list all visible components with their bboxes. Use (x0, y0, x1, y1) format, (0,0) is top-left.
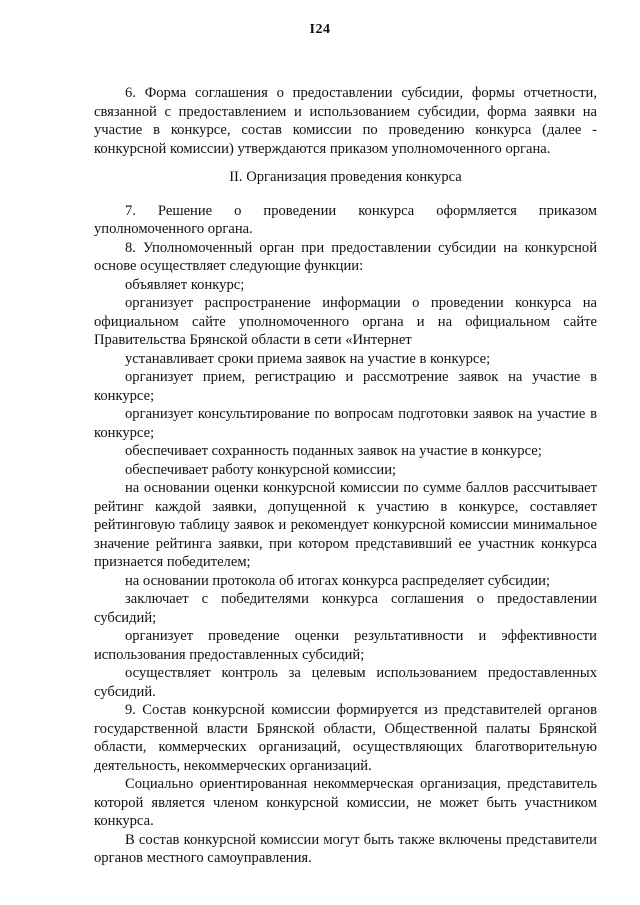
paragraph-9-member-restriction: Социально ориентированная некоммерческая организация, представитель которой является членом конкурсной комиссии, не может быть участником конкурса. (94, 776, 597, 829)
paragraph-8: 8. Уполномоченный орган при предоставлении субсидии на конкурсной основе осуществляет следующие функции: (94, 239, 597, 274)
paragraph-9-local-government: В состав конкурсной комиссии могут быть также включены представители органов местного самоуправления. (94, 831, 597, 866)
paragraph-6: 6. Форма соглашения о предоставлении субсидии, формы отчетности, связанной с предоставлением и использованием субсидии, форма заявки на участие в конкурсе, состав комиссии по проведению конкурса (далее - конкурсной комиссии) утверждаются приказом уполномоченного органа. (94, 85, 597, 157)
function-item: организует распространение информации о проведении конкурса на официальном сайте уполномоченного органа и на официальном сайте Правительства Брянской области в сети «Интернет (94, 295, 597, 348)
function-item: устанавливает сроки приема заявок на участие в конкурсе; (125, 350, 491, 367)
paragraph-9: 9. Состав конкурсной комиссии формируется из представителей органов государственной власти Брянской области, Общественной палаты Брянской области, коммерческих организаций, осуществляющих благотворительную деятельность, некоммерческих организаций. (94, 702, 597, 774)
paragraph-7: 7. Решение о проведении конкурса оформляется приказом уполномоченного органа. (94, 202, 597, 237)
page-number: I24 (309, 22, 331, 37)
function-item: осуществляет контроль за целевым использованием предоставленных субсидий. (94, 665, 597, 700)
function-item: организует проведение оценки результативности и эффективности использования предоставленных субсидий; (94, 628, 597, 663)
function-item: обеспечивает работу конкурсной комиссии; (125, 461, 397, 478)
document-body (94, 84, 597, 868)
section-heading: II. Организация проведения конкурса (229, 169, 462, 185)
function-item: заключает с победителями конкурса соглашения о предоставлении субсидий; (94, 591, 597, 626)
function-item: организует прием, регистрацию и рассмотрение заявок на участие в конкурсе; (94, 369, 597, 404)
function-item: на основании протокола об итогах конкурса распределяет субсидии; (125, 572, 551, 589)
function-item: объявляет конкурс; (125, 276, 245, 293)
function-item: обеспечивает сохранность поданных заявок на участие в конкурсе; (125, 443, 542, 459)
function-item: организует консультирование по вопросам подготовки заявок на участие в конкурсе; (94, 406, 597, 441)
function-item: на основании оценки конкурсной комиссии по сумме баллов рассчитывает рейтинг каждой заявки, допущенной к участию в конкурсе, составляет рейтинговую таблицу заявок и рекомендует конкурсной комиссии минимальное значение рейтинга заявки, при котором представивший ее участник конкурса признается победителем; (94, 480, 597, 570)
